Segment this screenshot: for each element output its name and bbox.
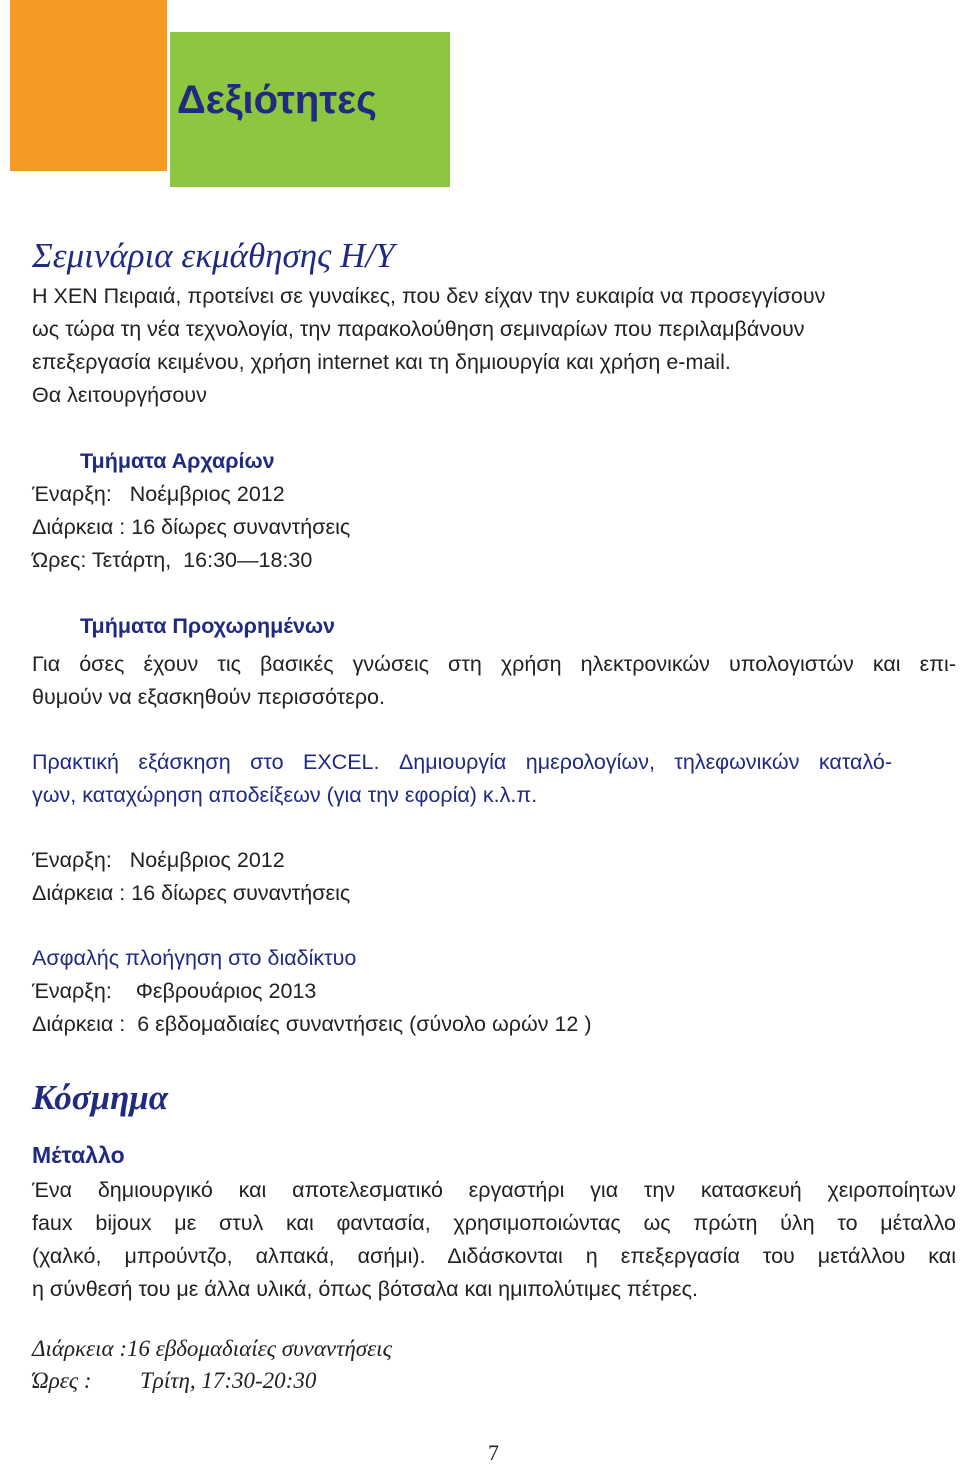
excel-line-1: Πρακτική εξάσκηση στο EXCEL. Δημιουργία ημερολογίων, τηλεφωνικών καταλό- [32,750,892,774]
internet-start: Έναρξη: Φεβρουάριος 2013 [32,979,317,1003]
seminars-heading: Σεμινάρια εκμάθησης Η/Υ [32,236,395,275]
intro-line-3: επεξεργασία κειμένου, χρήση internet και τη δημιουργία και χρήση e-mail. [32,350,731,374]
metal-hours-label: Ώρες : [32,1368,92,1393]
beginners-start: Έναρξη: Νοέμβριος 2012 [32,482,285,506]
intro-line-4: Θα λειτουργήσουν [32,383,207,407]
beginners-duration: Διάρκεια : 16 δίωρες συναντήσεις [32,515,351,539]
beginners-hours: Ώρες: Τετάρτη, 16:30—18:30 [32,548,313,572]
metal-desc-line-1: Ένα δημιουργικό και αποτελεσματικό εργαστήρι για την κατασκευή χειροποίητων [32,1178,956,1202]
metal-subheading: Μέταλλο [32,1142,125,1168]
metal-desc-line-3: (χαλκό, μπρούντζο, αλπακά, ασήμι). Διδάσκονται η επεξεργασία του μετάλλου και [32,1244,956,1268]
page-number: 7 [488,1440,499,1465]
orange-square-decoration [10,0,167,171]
advanced-duration: Διάρκεια : 16 δίωρες συναντήσεις [32,881,351,905]
metal-hours-value: Τρίτη, 17:30-20:30 [140,1368,317,1393]
advanced-start: Έναρξη: Νοέμβριος 2012 [32,848,285,872]
metal-desc-line-4: η σύνθεσή του με άλλα υλικά, όπως βότσαλα και ημιπολύτιμες πέτρες. [32,1277,698,1301]
intro-line-2: ως τώρα τη νέα τεχνολογία, την παρακολούθηση σεμιναρίων που περιλαμβάνουν [32,317,805,341]
advanced-desc-line-2: θυμούν να εξασκηθούν περισσότερο. [32,685,385,709]
jewelry-heading: Κόσμημα [32,1078,169,1117]
intro-line-1: Η ΧΕΝ Πειραιά, προτείνει σε γυναίκες, που δεν είχαν την ευκαιρία να προσεγγίσουν [32,284,826,308]
metal-desc-line-2: faux bijoux με στυλ και φαντασία, χρησιμοποιώντας ως πρώτη ύλη το μέταλλο [32,1211,956,1235]
advanced-desc-line-1: Για όσες έχουν τις βασικές γνώσεις στη χρήση ηλεκτρονικών υπολογιστών και επι- [32,652,956,676]
excel-line-2: γων, καταχώρηση αποδείξεων (για την εφορία) κ.λ.π. [32,783,538,807]
beginners-heading: Τμήματα Αρχαρίων [80,449,275,473]
internet-heading: Ασφαλής πλοήγηση στο διαδίκτυο [32,946,357,970]
page-title: Δεξιότητες [177,78,377,122]
advanced-heading: Τμήματα Προχωρημένων [80,614,336,638]
internet-duration: Διάρκεια : 6 εβδομαδιαίες συναντήσεις (σύνολο ωρών 12 ) [32,1012,592,1036]
metal-duration: Διάρκεια :16 εβδομαδιαίες συναντήσεις [32,1336,392,1361]
